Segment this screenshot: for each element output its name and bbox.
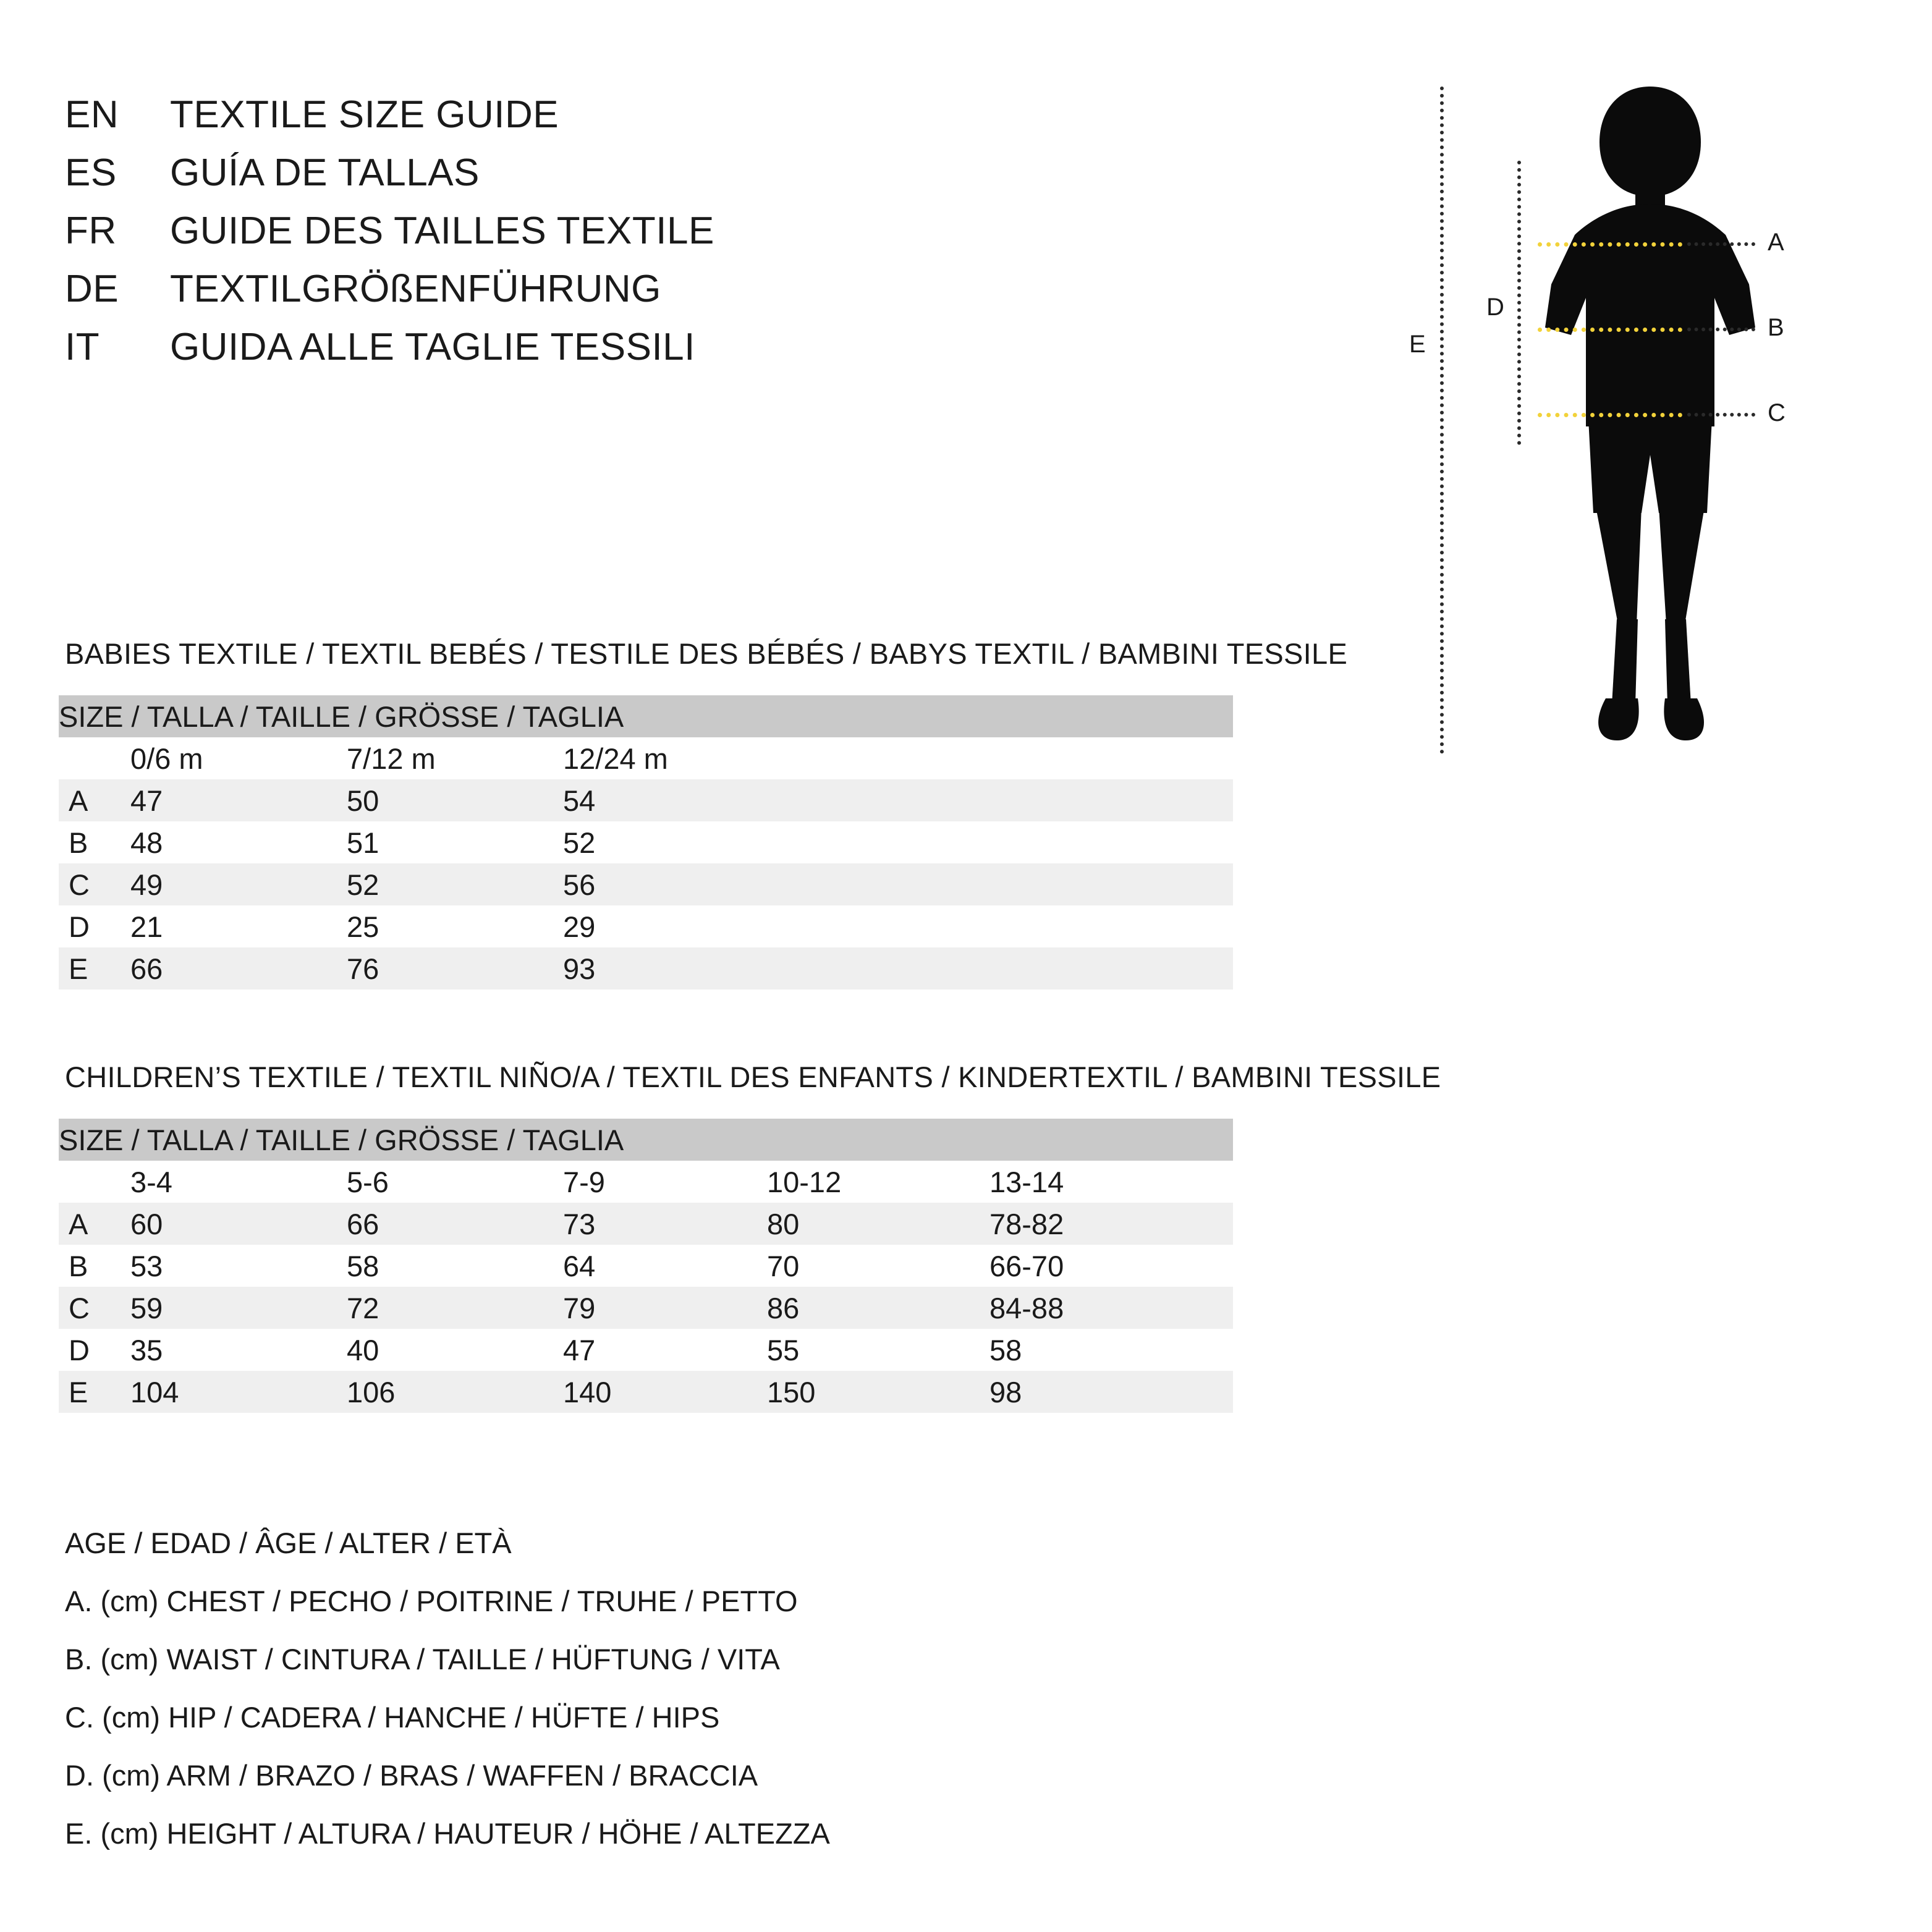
children-cell-b-2: 64: [563, 1245, 767, 1287]
children-cell-a-2: 73: [563, 1203, 767, 1245]
babies-cell-d-0: 21: [130, 905, 347, 947]
chest-measure-line: [1538, 242, 1682, 247]
babies-row-key-a: A: [59, 779, 130, 821]
children-row-key-c: C: [59, 1287, 130, 1329]
babies-cell-e-0: 66: [130, 947, 347, 989]
title-text-it: GUIDA ALLE TAGLIE TESSILI: [170, 326, 695, 368]
babies-cell-d-1: 25: [347, 905, 563, 947]
babies-row-key-c: C: [59, 863, 130, 905]
title-row: [65, 93, 714, 151]
chest-leader-line: [1687, 242, 1755, 246]
table-row: [59, 779, 1233, 821]
babies-cell-e-1: 76: [347, 947, 563, 989]
table-row: [59, 821, 1233, 863]
legend-item-e: E. (cm) HEIGHT / ALTURA / HAUTEUR / HÖHE / ALTEZZA: [65, 1817, 830, 1850]
babies-cell-a-2: 54: [563, 779, 1233, 821]
babies-table-band-label: SIZE / TALLA / TAILLE / GRÖSSE / TAGLIA: [59, 695, 1233, 737]
children-row-key-a: A: [59, 1203, 130, 1245]
babies-cell-b-0: 48: [130, 821, 347, 863]
babies-table-band-row: [59, 695, 1233, 737]
children-cell-e-0: 104: [130, 1371, 347, 1413]
legend-item-c: C. (cm) HIP / CADERA / HANCHE / HÜFTE / HIPS: [65, 1701, 720, 1734]
children-col-header-3: 10-12: [767, 1161, 989, 1203]
children-col-header-0: 3-4: [130, 1161, 347, 1203]
children-cell-d-0: 35: [130, 1329, 347, 1371]
title-row: [65, 151, 714, 209]
arm-guide-line: [1517, 161, 1521, 445]
babies-col-header-2: 12/24 m: [563, 737, 1233, 779]
children-cell-c-1: 72: [347, 1287, 563, 1329]
table-row: [59, 1287, 1233, 1329]
children-col-header-2: 7-9: [563, 1161, 767, 1203]
babies-size-table: [59, 695, 1233, 989]
label-a: A: [1768, 229, 1784, 256]
children-cell-a-4: 78-82: [989, 1203, 1233, 1245]
babies-cell-a-0: 47: [130, 779, 347, 821]
children-row-key-e: E: [59, 1371, 130, 1413]
children-row-key-b: B: [59, 1245, 130, 1287]
children-cell-d-4: 58: [989, 1329, 1233, 1371]
title-text-de: TEXTILGRÖßENFÜHRUNG: [170, 268, 661, 310]
children-cell-a-3: 80: [767, 1203, 989, 1245]
children-cell-a-1: 66: [347, 1203, 563, 1245]
title-lang-en: EN: [65, 93, 119, 136]
children-size-table: [59, 1119, 1233, 1413]
babies-row-key-b: B: [59, 821, 130, 863]
title-text-en: TEXTILE SIZE GUIDE: [170, 93, 559, 136]
title-text-es: GUÍA DE TALLAS: [170, 151, 480, 194]
babies-row-key-e: E: [59, 947, 130, 989]
table-row: [59, 1203, 1233, 1245]
table-row: [59, 947, 1233, 989]
babies-cell-c-1: 52: [347, 863, 563, 905]
children-cell-e-4: 98: [989, 1371, 1233, 1413]
babies-col-header-0: 0/6 m: [130, 737, 347, 779]
babies-cell-e-2: 93: [563, 947, 1233, 989]
babies-cell-a-1: 50: [347, 779, 563, 821]
title-lang-de: DE: [65, 268, 119, 310]
children-cell-e-3: 150: [767, 1371, 989, 1413]
babies-cell-b-1: 51: [347, 821, 563, 863]
title-row: [65, 267, 714, 325]
title-lang-it: IT: [65, 326, 100, 368]
legend-item-d: D. (cm) ARM / BRAZO / BRAS / WAFFEN / BRACCIA: [65, 1759, 758, 1792]
children-cell-c-2: 79: [563, 1287, 767, 1329]
babies-cell-b-2: 52: [563, 821, 1233, 863]
children-cell-d-1: 40: [347, 1329, 563, 1371]
children-col-header-4: 13-14: [989, 1161, 1233, 1203]
title-lang-fr: FR: [65, 210, 117, 252]
table-row: [59, 1329, 1233, 1371]
waist-measure-line: [1538, 328, 1682, 332]
legend-item-a: A. (cm) CHEST / PECHO / POITRINE / TRUHE / PETTO: [65, 1585, 798, 1617]
legend-title: AGE / EDAD / ÂGE / ALTER / ETÀ: [65, 1527, 512, 1559]
label-c: C: [1768, 399, 1786, 426]
title-block: [65, 93, 714, 383]
title-lang-es: ES: [65, 151, 117, 194]
babies-section-caption: BABIES TEXTILE / TEXTIL BEBÉS / TESTILE DES BÉBÉS / BABYS TEXTIL / BAMBINI TESSILE: [65, 637, 1348, 670]
children-cell-d-3: 55: [767, 1329, 989, 1371]
children-table-band-row: [59, 1119, 1233, 1161]
children-cell-e-1: 106: [347, 1371, 563, 1413]
children-cell-c-4: 84-88: [989, 1287, 1233, 1329]
table-row: [59, 905, 1233, 947]
children-row-key-d: D: [59, 1329, 130, 1371]
children-section-caption: CHILDREN’S TEXTILE / TEXTIL NIÑO/A / TEXTIL DES ENFANTS / KINDERTEXTIL / BAMBINI TESSILE: [65, 1061, 1441, 1093]
children-cell-b-4: 66-70: [989, 1245, 1233, 1287]
title-text-fr: GUIDE DES TAILLES TEXTILE: [170, 210, 714, 252]
children-table-header-row: [59, 1161, 1233, 1203]
table-row: [59, 1371, 1233, 1413]
label-e: E: [1409, 331, 1426, 358]
children-col-header-1: 5-6: [347, 1161, 563, 1203]
babies-table-header-row: [59, 737, 1233, 779]
label-b: B: [1768, 314, 1784, 341]
legend-item-b: B. (cm) WAIST / CINTURA / TAILLE / HÜFTUNG / VITA: [65, 1643, 780, 1676]
babies-cell-c-2: 56: [563, 863, 1233, 905]
babies-cell-d-2: 29: [563, 905, 1233, 947]
table-row: [59, 863, 1233, 905]
children-cell-b-1: 58: [347, 1245, 563, 1287]
children-cell-a-0: 60: [130, 1203, 347, 1245]
babies-col-header-1: 7/12 m: [347, 737, 563, 779]
babies-header-corner: [59, 737, 130, 779]
children-cell-c-3: 86: [767, 1287, 989, 1329]
children-cell-b-0: 53: [130, 1245, 347, 1287]
children-table-band-label: SIZE / TALLA / TAILLE / GRÖSSE / TAGLIA: [59, 1119, 1233, 1161]
children-cell-e-2: 140: [563, 1371, 767, 1413]
babies-row-key-d: D: [59, 905, 130, 947]
measurement-legend: [65, 1514, 830, 1863]
waist-leader-line: [1687, 328, 1755, 331]
title-row: [65, 325, 714, 383]
table-row: [59, 1245, 1233, 1287]
height-guide-line: [1440, 87, 1444, 754]
children-header-corner: [59, 1161, 130, 1203]
babies-cell-c-0: 49: [130, 863, 347, 905]
children-cell-b-3: 70: [767, 1245, 989, 1287]
label-d: D: [1486, 294, 1504, 321]
hip-leader-line: [1687, 413, 1755, 417]
title-row: [65, 209, 714, 267]
hip-measure-line: [1538, 413, 1682, 417]
children-cell-d-2: 47: [563, 1329, 767, 1371]
children-cell-c-0: 59: [130, 1287, 347, 1329]
measurement-figure: [1397, 80, 1904, 760]
child-silhouette: [1527, 80, 1774, 763]
